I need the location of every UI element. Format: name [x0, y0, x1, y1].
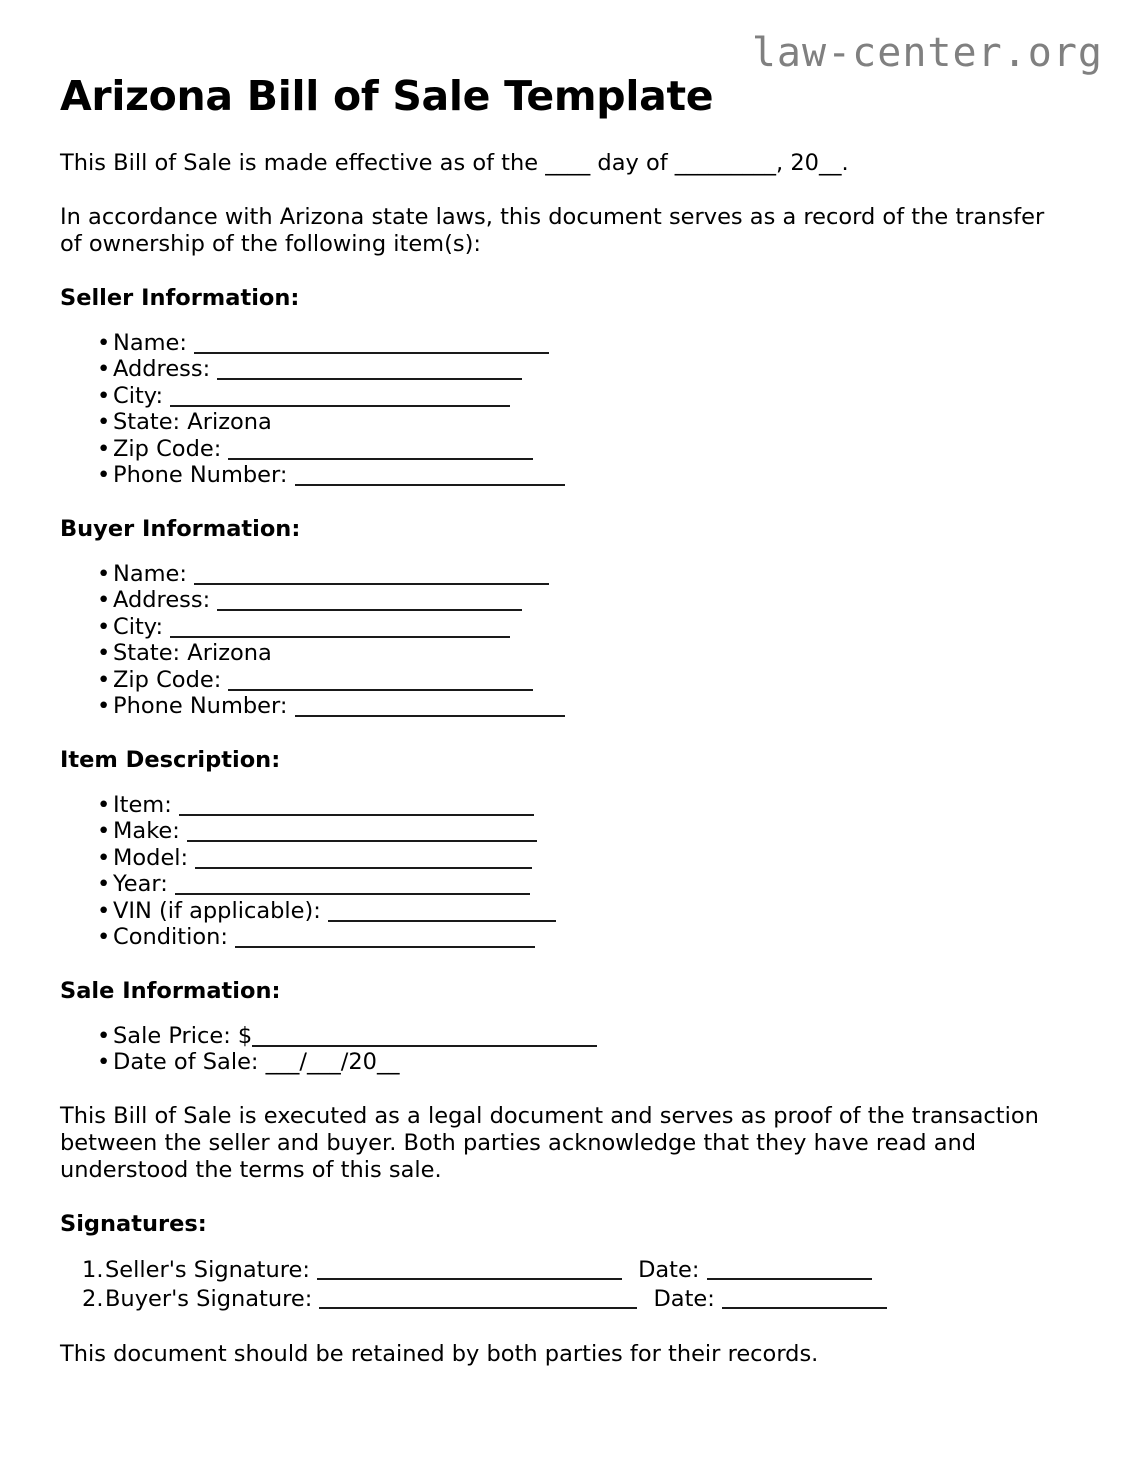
field-label: Zip Code:	[113, 666, 222, 693]
field-label: Phone Number:	[113, 462, 288, 489]
field-label: City:	[113, 613, 164, 640]
date-label: Date:	[638, 1256, 700, 1283]
signatures-heading: Signatures:	[60, 1210, 207, 1237]
list-number: 1.	[82, 1256, 104, 1283]
page-title: Arizona Bill of Sale Template	[60, 72, 714, 120]
field-label: Make:	[113, 818, 180, 845]
field-blank-line	[194, 352, 549, 354]
field-blank-line	[295, 484, 565, 486]
buyer-information-heading: Buyer Information:	[60, 515, 301, 542]
item-description-heading: Item Description:	[60, 746, 281, 773]
field-value: Arizona	[187, 409, 272, 436]
list-item	[60, 587, 1070, 614]
field-value: Arizona	[187, 640, 272, 667]
date-blank-line	[722, 1307, 887, 1309]
list-item	[60, 561, 1070, 588]
field-label: Phone Number:	[113, 693, 288, 720]
signature-label: Buyer's Signature:	[105, 1285, 313, 1312]
field-label: City:	[113, 382, 164, 409]
field-label: Zip Code:	[113, 435, 222, 462]
field-label: Model:	[113, 844, 189, 871]
sale-field-list	[60, 1023, 1070, 1076]
list-item	[60, 330, 1070, 357]
date-label: Date:	[653, 1285, 715, 1312]
field-blank-line	[187, 840, 537, 842]
field-blank-line	[175, 893, 530, 895]
item-field-list	[60, 792, 1070, 951]
document-content	[60, 74, 1070, 1394]
list-item	[60, 667, 1070, 694]
list-item	[60, 409, 1070, 436]
list-item	[60, 383, 1070, 410]
list-item	[60, 1023, 1070, 1050]
signature-label: Seller's Signature:	[105, 1256, 310, 1283]
field-label: VIN (if applicable):	[113, 897, 321, 924]
buyer-field-list	[60, 561, 1070, 720]
field-label: Name:	[113, 560, 187, 587]
sale-information-heading: Sale Information:	[60, 977, 281, 1004]
list-item	[60, 898, 1070, 925]
sale-price-label: Sale Price: $	[113, 1022, 253, 1049]
date-of-sale-label: Date of Sale:	[113, 1049, 266, 1076]
signature-blank-line	[317, 1278, 622, 1280]
list-item	[60, 356, 1070, 383]
field-label: Address:	[113, 356, 211, 383]
field-blank-line	[295, 715, 565, 717]
list-item	[60, 462, 1070, 489]
field-label: Address:	[113, 587, 211, 614]
accordance-paragraph: In accordance with Arizona state laws, this document serves as a record of the transfer of ownership of the following item(s):	[60, 203, 1045, 258]
field-blank-line	[228, 458, 533, 460]
signature-list	[60, 1256, 1070, 1314]
field-label: State:	[113, 409, 181, 436]
list-item	[60, 693, 1070, 720]
sale-price-blank-line	[252, 1045, 597, 1047]
list-item	[60, 640, 1070, 667]
field-blank-line	[217, 378, 522, 380]
field-blank-line	[217, 609, 522, 611]
execution-paragraph: This Bill of Sale is executed as a legal document and serves as proof of the transaction between the seller and buyer. Both parties acknowledge that they have read and understood the terms of this sale.	[60, 1102, 1039, 1184]
field-blank-line	[328, 920, 556, 922]
field-blank-line	[235, 946, 535, 948]
list-item	[60, 924, 1070, 951]
list-item	[60, 614, 1070, 641]
retention-note: This document should be retained by both parties for their records.	[60, 1340, 819, 1367]
list-item	[60, 436, 1070, 463]
table-row	[60, 1285, 1070, 1314]
signature-blank-line	[319, 1307, 637, 1309]
list-item	[60, 1049, 1070, 1076]
list-item	[60, 871, 1070, 898]
field-blank-line	[228, 689, 533, 691]
effective-date-paragraph: This Bill of Sale is made effective as of the ____ day of _________, 20__.	[60, 150, 849, 177]
date-of-sale-value: ___/___/20__	[265, 1049, 400, 1076]
list-number: 2.	[82, 1285, 104, 1312]
seller-information-heading: Seller Information:	[60, 284, 300, 311]
date-blank-line	[707, 1278, 872, 1280]
field-label: State:	[113, 640, 181, 667]
field-blank-line	[179, 814, 534, 816]
table-row	[60, 1256, 1070, 1285]
field-label: Item:	[113, 791, 172, 818]
list-item	[60, 845, 1070, 872]
field-blank-line	[195, 867, 532, 869]
field-label: Condition:	[113, 924, 228, 951]
field-blank-line	[170, 405, 510, 407]
seller-field-list	[60, 330, 1070, 489]
field-blank-line	[170, 636, 510, 638]
field-label: Name:	[113, 329, 187, 356]
field-blank-line	[194, 583, 549, 585]
site-watermark: law-center.org	[751, 30, 1103, 76]
list-item	[60, 792, 1070, 819]
list-item	[60, 818, 1070, 845]
field-label: Year:	[113, 871, 168, 898]
